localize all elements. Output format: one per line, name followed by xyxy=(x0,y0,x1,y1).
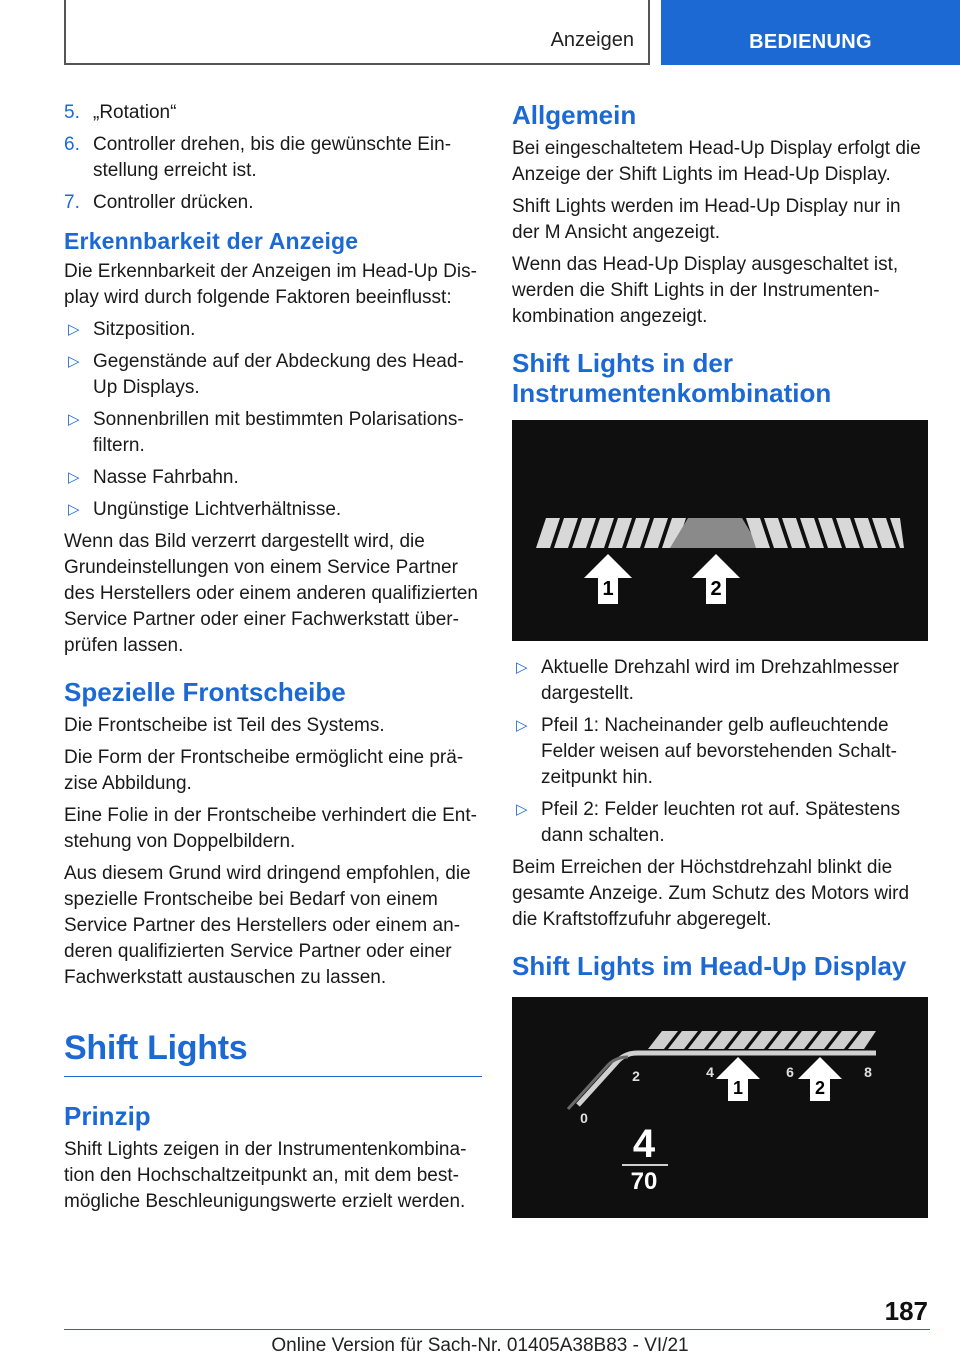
list-item xyxy=(512,655,930,707)
cluster-note: Beim Erreichen der Höchstdrehzahl blinkt die gesamte Anzeige. Zum Schutz des Motors wird die Kraftstoffzufuhr abgeregelt. xyxy=(512,857,910,930)
cluster-heading: Shift Lights in der Instrumentenkombination xyxy=(512,348,832,408)
principle-text: Shift Lights zeigen in der Instrumentenkombination den Hochschaltzeitpunkt an, mit dem bestmögliche Beschleunigungswerte erzielt werden. xyxy=(64,1139,467,1212)
triangle-right-icon: ▷ xyxy=(68,321,80,338)
list-item xyxy=(64,349,482,401)
triangle-right-icon: ▷ xyxy=(68,469,80,486)
windshield-paragraph: Aus diesem Grund wird dringend empfohlen, die spezielle Frontscheibe bei Bedarf von einem Service Partner des Herstellers oder einem anderen qualifizierten Service Partner oder einer Fachwerkstatt austauschen zu lassen. xyxy=(64,863,471,988)
arrow-1-icon xyxy=(716,1057,760,1101)
step-item xyxy=(64,190,482,216)
list-item-text: Pfeil 1: Nacheinander gelb aufleuchtende Felder weisen auf bevorstehenden Schaltzeitpunkt hin. xyxy=(541,715,897,788)
hud-scale-label: 8 xyxy=(864,1064,872,1080)
step-number: 5. xyxy=(64,102,80,123)
right-column xyxy=(512,100,930,1232)
hud-scale-label: 0 xyxy=(580,1110,588,1126)
header-section-box xyxy=(64,0,650,65)
triangle-right-icon: ▷ xyxy=(516,717,528,734)
cluster-bullet-list xyxy=(512,655,930,849)
page-header xyxy=(0,0,960,66)
list-item-text: Gegenstände auf der Abdeckung des Head-Up Displays. xyxy=(93,351,464,398)
list-item xyxy=(512,797,930,849)
list-item-text: Pfeil 2: Felder leuchten rot auf. Spätestens dann schalten. xyxy=(541,799,901,846)
step-text: „Rotation“ xyxy=(93,102,177,123)
triangle-right-icon: ▷ xyxy=(516,659,528,676)
hud-speed: 70 xyxy=(630,1168,658,1195)
hud-shift-lights-illustration xyxy=(512,997,928,1218)
list-item-text: Sitzposition. xyxy=(93,319,196,340)
list-item-text: Aktuelle Drehzahl wird im Drehzahlmesser dargestellt. xyxy=(541,657,899,704)
step-number: 6. xyxy=(64,134,80,155)
hud-scale-label: 4 xyxy=(706,1064,714,1080)
visibility-intro: Die Erkennbarkeit der Anzeigen im Head-Up Display wird durch folgende Faktoren beeinflusst: xyxy=(64,261,477,308)
general-paragraph: Bei eingeschaltetem Head-Up Display erfolgt die Anzeige der Shift Lights im Head-Up Display. xyxy=(512,138,921,185)
list-item xyxy=(64,465,482,491)
cluster-shift-lights-illustration xyxy=(512,420,928,641)
hud-shift-light-stripes xyxy=(648,1031,876,1049)
visibility-heading: Erkennbarkeit der Anzeige xyxy=(64,228,359,254)
footer-divider xyxy=(64,1329,930,1330)
principle-heading: Prinzip xyxy=(64,1101,151,1131)
cluster-shift-lights-figure xyxy=(512,420,928,641)
header-chapter-label: BEDIENUNG xyxy=(749,31,872,53)
windshield-paragraph: Die Frontscheibe ist Teil des Systems. xyxy=(64,715,385,736)
arrow-2-icon xyxy=(798,1057,842,1101)
list-item-text: Nasse Fahrbahn. xyxy=(93,467,239,488)
windshield-heading: Spezielle Frontscheibe xyxy=(64,677,346,707)
windshield-paragraph: Die Form der Frontscheibe ermöglicht eine präzise Abbildung. xyxy=(64,747,464,794)
hud-scale-label: 6 xyxy=(786,1064,794,1080)
general-paragraph: Shift Lights werden im Head-Up Display nur in der M Ansicht angezeigt. xyxy=(512,196,901,243)
header-section-title: Anzeigen xyxy=(550,29,634,51)
step-text: Controller drücken. xyxy=(93,192,254,213)
step-list xyxy=(64,100,482,216)
footer-text: Online Version für Sach-Nr. 01405A38B83 - VI/21 xyxy=(271,1335,689,1356)
shift-lights-title: Shift Lights xyxy=(64,1029,482,1077)
triangle-right-icon: ▷ xyxy=(68,353,80,370)
visibility-factor-list xyxy=(64,317,482,523)
triangle-right-icon: ▷ xyxy=(68,411,80,428)
step-text: Controller drehen, bis die gewünschte Einstellung erreicht ist. xyxy=(93,134,452,181)
general-paragraph: Wenn das Head-Up Display ausgeschaltet ist, werden die Shift Lights in der Instrumentenkombination angezeigt. xyxy=(512,254,899,327)
arrow-1-label: 1 xyxy=(602,578,614,600)
step-number: 7. xyxy=(64,192,80,213)
arrow-2-icon xyxy=(692,554,740,604)
hud-arrow-1-label: 1 xyxy=(732,1078,744,1098)
step-item xyxy=(64,132,482,184)
list-item-text: Ungünstige Lichtverhältnisse. xyxy=(93,499,342,520)
shift-light-stripes-left xyxy=(536,518,686,548)
list-item xyxy=(512,713,930,791)
triangle-right-icon: ▷ xyxy=(68,501,80,518)
hud-gear: 4 xyxy=(632,1122,656,1166)
general-heading: Allgemein xyxy=(512,100,637,130)
list-item xyxy=(64,317,482,343)
header-chapter-tab xyxy=(661,0,960,65)
list-item xyxy=(64,497,482,523)
windshield-paragraph: Eine Folie in der Frontscheibe verhindert die Entstehung von Doppelbildern. xyxy=(64,805,477,852)
visibility-note: Wenn das Bild verzerrt dargestellt wird, die Grundeinstellungen von einem Service Partner des Herstellers oder einem anderen qualifizierten Service Partner oder einer Fachwerkstatt überprüfen lassen. xyxy=(64,531,479,656)
list-item-text: Sonnenbrillen mit bestimmten Polarisationsfiltern. xyxy=(93,409,464,456)
left-column xyxy=(64,100,482,1221)
triangle-right-icon: ▷ xyxy=(516,801,528,818)
arrow-1-icon xyxy=(584,554,632,604)
hud-shift-lights-figure xyxy=(512,997,928,1218)
arrow-2-label: 2 xyxy=(710,578,722,600)
hud-scale-label: 2 xyxy=(632,1068,640,1084)
hud-arrow-2-label: 2 xyxy=(814,1078,826,1098)
hud-heading: Shift Lights im Head-Up Display xyxy=(512,951,907,981)
list-item xyxy=(64,407,482,459)
shift-light-stripes-right xyxy=(746,518,904,548)
step-item xyxy=(64,100,482,126)
page-number: 187 xyxy=(884,1296,928,1326)
